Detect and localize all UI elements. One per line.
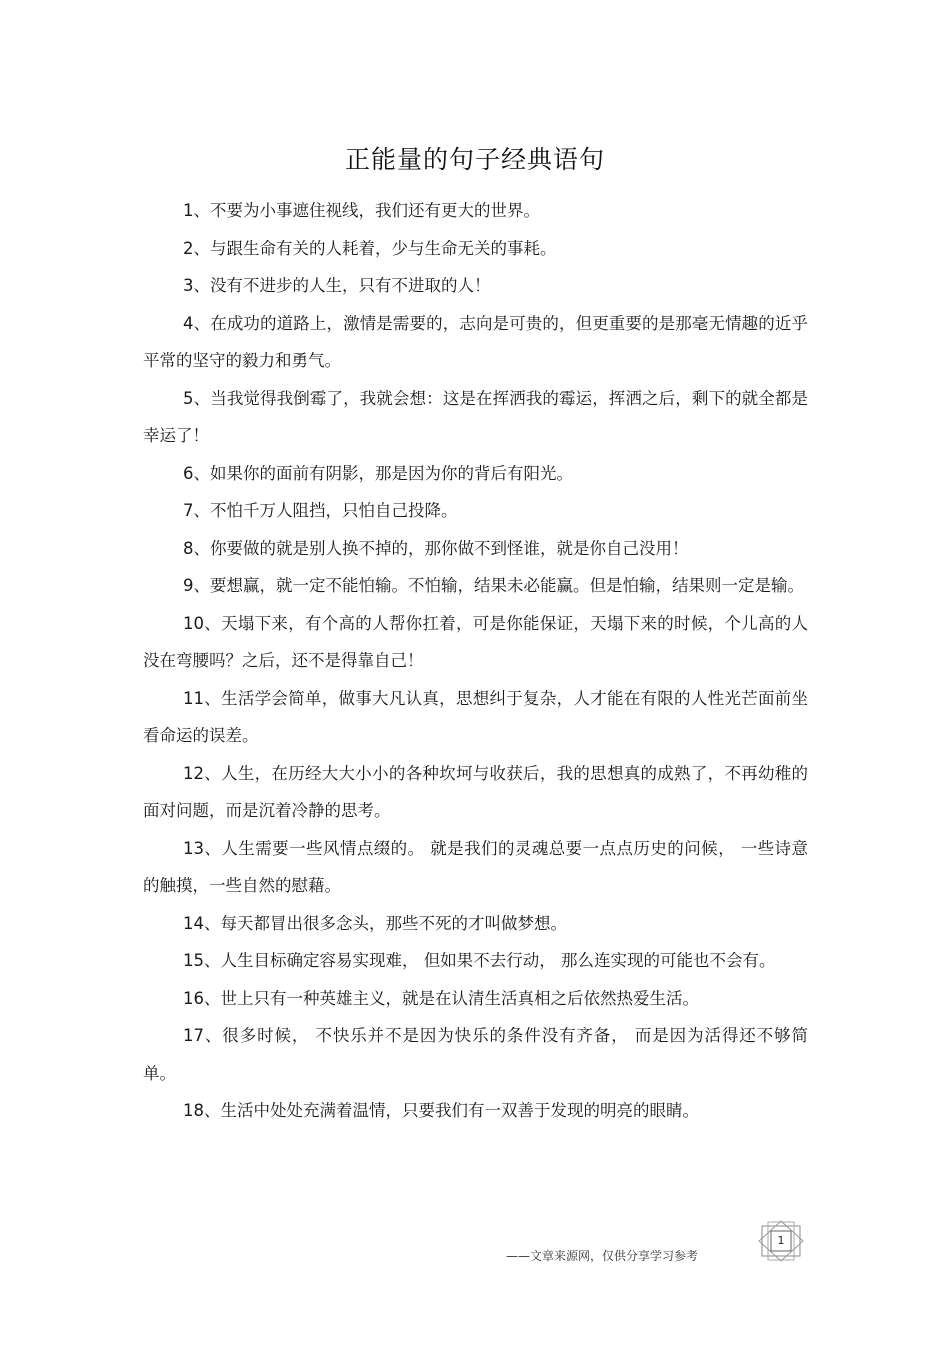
list-item: 6、如果你的面前有阴影，那是因为你的背后有阳光。 bbox=[183, 463, 573, 483]
list-item: 14、每天都冒出很多念头，那些不死的才叫做梦想。 bbox=[183, 913, 567, 933]
list-item: 11、生活学会简单，做事大凡认真，思想纠于复杂，人才能在有限的人性光芒面前坐看命运的误差。 bbox=[143, 688, 808, 745]
list-item: 9、要想赢，就一定不能怕输。不怕输，结果未必能赢。但是怕输，结果则一定是输。 bbox=[183, 576, 804, 595]
list-item: 7、不怕千万人阻挡，只怕自己投降。 bbox=[183, 501, 458, 520]
list-item: 17、很多时候， 不快乐并不是因为快乐的条件没有齐备， 而是因为活得还不够简单。 bbox=[143, 1026, 808, 1083]
footer-source-note: ——文章来源网，仅供分享学习参考 bbox=[506, 1249, 699, 1263]
page-number-badge bbox=[756, 1220, 806, 1262]
list-item: 13、人生需要一些风情点缀的。 就是我们的灵魂总要一点点历史的问候， 一些诗意的触摸，一些自然的慰藉。 bbox=[143, 838, 808, 895]
page-number: 1 bbox=[777, 1234, 785, 1247]
list-item: 4、在成功的道路上，激情是需要的，志向是可贵的，但更重要的是那毫无情趣的近乎平常的坚守的毅力和勇气。 bbox=[143, 313, 808, 370]
page-title: 正能量的句子经典语句 bbox=[344, 145, 605, 174]
list-item: 5、当我觉得我倒霉了，我就会想：这是在挥洒我的霉运，挥洒之后，剩下的就全都是幸运了！ bbox=[143, 388, 808, 445]
list-item: 8、你要做的就是别人换不掉的，那你做不到怪谁，就是你自己没用！ bbox=[183, 538, 689, 558]
list-item: 18、生活中处处充满着温情，只要我们有一双善于发现的明亮的眼睛。 bbox=[183, 1101, 699, 1120]
list-item: 1、不要为小事遮住视线，我们还有更大的世界。 bbox=[183, 201, 540, 220]
list-item: 15、人生目标确定容易实现难， 但如果不去行动， 那么连实现的可能也不会有。 bbox=[183, 951, 776, 970]
list-item: 3、没有不进步的人生，只有不进取的人！ bbox=[183, 276, 491, 295]
quote-list bbox=[143, 192, 808, 1130]
list-item: 12、人生，在历经大大小小的各种坎坷与收获后，我的思想真的成熟了，不再幼稚的面对问题，而是沉着冷静的思考。 bbox=[143, 763, 808, 820]
list-item: 10、天塌下来，有个高的人帮你扛着，可是你能保证，天塌下来的时候，个儿高的人没在弯腰吗？之后，还不是得靠自己！ bbox=[143, 613, 808, 670]
list-item: 2、与跟生命有关的人耗着，少与生命无关的事耗。 bbox=[183, 238, 557, 258]
list-item: 16、世上只有一种英雄主义，就是在认清生活真相之后依然热爱生活。 bbox=[183, 988, 699, 1008]
